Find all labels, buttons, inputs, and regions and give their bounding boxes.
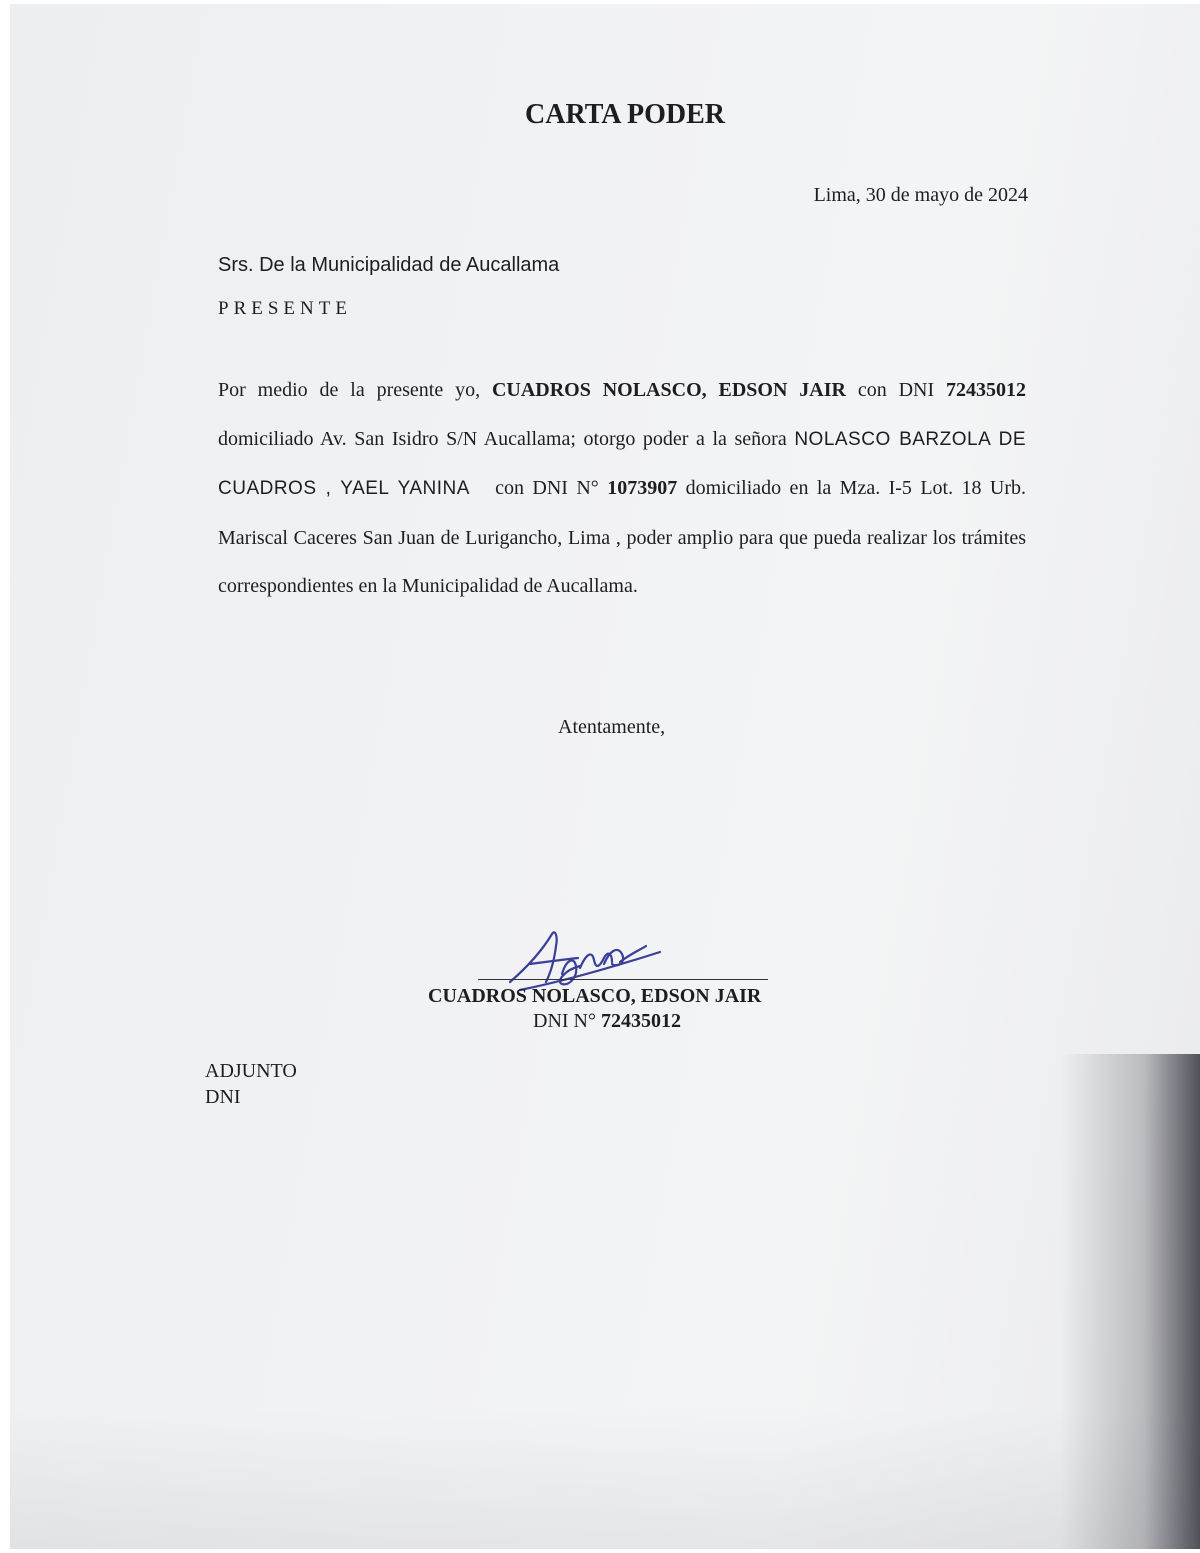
grantee-name: NOLASCO BARZOLA DE CUADROS , YAEL YANINA	[218, 428, 1026, 499]
grantor-name: CUADROS NOLASCO, EDSON JAIR	[491, 379, 846, 401]
body-intro: Por medio de la presente yo,	[218, 379, 481, 401]
signature-line	[478, 979, 768, 980]
signer-dni-label: DNI N°	[533, 1010, 596, 1032]
dni-label: con DNI N°	[495, 477, 599, 499]
grantor-address: domiciliado Av. San Isidro S/N Aucallama; otorgo poder a la señora	[218, 427, 787, 450]
grantee-dni: 1073907	[607, 477, 678, 499]
dni-label: con DNI	[857, 379, 935, 401]
attachment-label: ADJUNTO	[205, 1060, 297, 1082]
signer-name: CUADROS NOLASCO, EDSON JAIR	[428, 985, 762, 1007]
letter-body	[218, 366, 1026, 611]
grantee-address: domiciliado en la Mza. I-5 Lot. 18 Urb. Mariscal Caceres San Juan de Lurigancho, Lima ,	[218, 477, 1026, 549]
page-shadow-bottom	[10, 1409, 1200, 1549]
attachment-item: DNI	[205, 1086, 241, 1108]
grantor-dni: 72435012	[946, 379, 1026, 401]
presente-heading: PRESENTE	[218, 298, 352, 319]
attachment-note	[205, 1058, 297, 1110]
letter-title: CARTA PODER	[525, 99, 725, 130]
letter-page	[10, 4, 1200, 1549]
purpose: poder amplio para que pueda realizar los trámites correspondientes en la Municipalidad de Aucallama.	[218, 526, 1026, 597]
letter-date: Lima, 30 de mayo de 2024	[813, 184, 1028, 206]
closing: Atentamente,	[558, 716, 666, 738]
addressee: Srs. De la Municipalidad de Aucallama	[218, 254, 560, 276]
signer-dni-number: 72435012	[601, 1010, 681, 1032]
signer-dni	[533, 1010, 681, 1033]
